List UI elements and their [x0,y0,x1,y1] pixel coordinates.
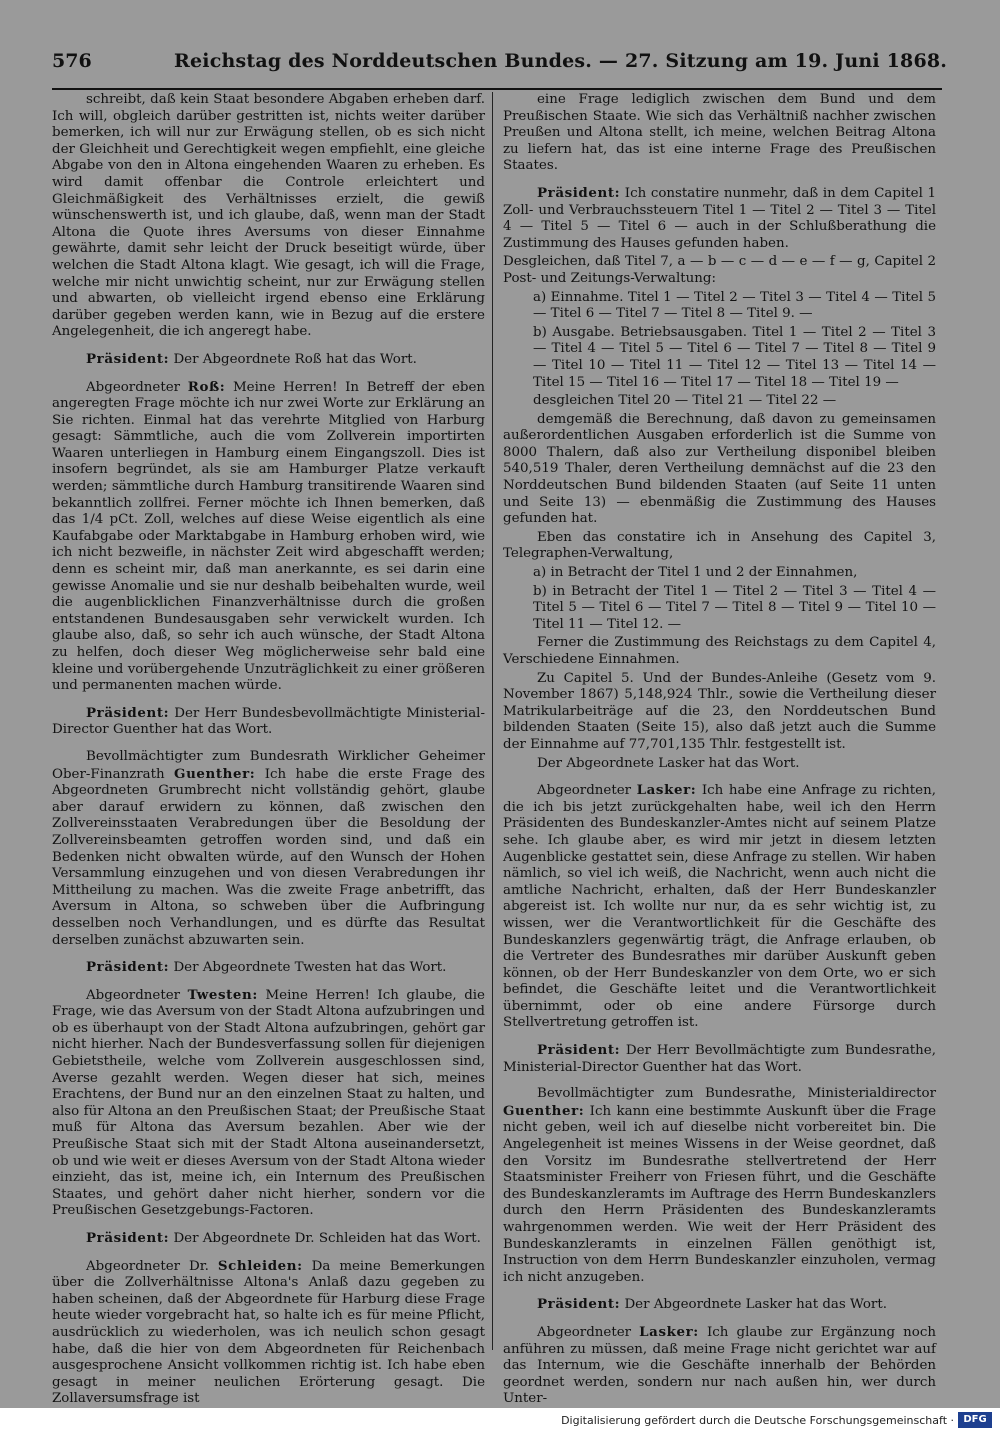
left-column [52,92,485,1407]
paragraph-text: Der Abgeordnete Lasker hat das Wort. [537,755,800,771]
speaker-name: Schleiden: [217,1257,303,1274]
paragraph [52,749,485,949]
paragraph-text: Meine Herren! In Betreff der eben angeregten Frage möchte ich nur zwei Worte zur Erklärung an Sie richten. Einmal hat das verehrte Mitglied von Harburg gesagt: Sämmtliche, auch die vom Zollverein importirten Waaren unterliegen in Hamburg einem Eingangszoll. Dies ist insofern begründet, als sie am Hamburger Platze verkauft werden; sämmtliche durch Hamburg transitirende Waaren sind bekanntlich zollfrei. Ferner möchte ich Ihnen bemerken, daß das 1/4 pCt. Zoll, welches auf diese Weise eigentlich als eine Kaufabgabe oder Marktabgabe in Hamburg erhoben wird, wie ich nicht bezweifle, in nächster Zeit wird abgeschafft werden; denn es scheint mir, daß man anerkannte, es sei darin eine gewisse Anomalie und sie nur deshalb beibehalten wurde, weil die augenblicklichen Finanzverhältnisse durch die großen entstandenen Bundesausgaben sehr verwickelt wurden. Ich glaube also, daß, so sehr ich auch wünsche, der Stadt Altona zu helfen, doch dieser Weg möglicherweise sehr bald eine kleine und vorübergehende Unzuträglichkeit zu einer größeren und permanenten machen würde. [52,379,485,694]
paragraph [503,393,936,410]
speaker-role: Abgeordneter [86,987,188,1003]
paragraph [503,1042,936,1076]
page-header [52,50,952,80]
paragraph [503,635,936,668]
paragraph-text: Ich habe eine Anfrage zu richten, die ich bis jetzt zurückgehalten habe, weil ich den Herrn Präsidenten des Bundeskanzler-Amtes nicht auf seinem Platze sehe. Ich glaube aber, es wird mir jetzt in diesem letzten Augenblicke gestattet sein, diese Anfrage zu stellen. Wir haben nämlich, so viel ich weiß, die Nachricht, wenn auch nicht die amtliche Nachricht, erhalten, daß der Herr Bundeskanzler abgereist ist. Ich wollte nur nur, da es sehr wichtig ist, zu wissen, wer die Verantwortlichkeit für die Geschäfte des Bundeskanzlers gegenwärtig trägt, die Anfrage erlauben, ob die Vertreter des Bundesrathes mir darüber Auskunft geben können, ob der Herr Bundeskanzler von dem Orte, wo er sich befindet, die Geschäfte leitet und die Verantwortlichkeit übernimmt, oder ob eine andere Fürsorge durch Stellvertretung getroffen ist. [503,783,936,1031]
paragraph-text: schreibt, daß kein Staat besondere Abgaben erheben darf. Ich will, obgleich darüber gestritten ist, nichts weiter darüber bemerken, ich will nur zur Erwägung stellen, ob es sich nicht der Gleichheit und Gerechtigkeit wegen empfiehlt, eine gleiche Abgabe von den in Altona eingehenden Waaren zu erheben. Es wird damit offenbar die Controle erleichtert und Gleichmäßigkeit des Verhältnisses erzielt, die gewiß wünschenswerth ist, und ich glaube, daß, wenn man der Stadt Altona die Quote ihres Aversums von dieser Einnahme gewährte, damit sehr leicht der Druck beseitigt würde, über welchen die Stadt Altona klagt. Wie gesagt, ich will die Frage, welche mir nicht unwichtig scheint, nur zur Erwägung stellen und abwarten, ob vielleicht irgend ebenso eine Erklärung darüber gegeben werden kann, wie in Bezug auf die erstere Angelegenheit, die ich angeregt habe. [52,92,485,340]
page-number: 576 [52,50,92,72]
paragraph-text: Ich habe die erste Frage des Abgeordneten Grumbrecht nicht vollständig gehört, glaube aber darauf erwidern zu können, daß zwischen den Zollvereinsstaaten Verabredungen über die Besoldung der Zollvereinsbeamten getroffen worden sind, und daß ein Bedenken nicht obwalten würde, auf den Wunsch der Hohen Versammlung einzugehen und von diesen Verabredungen ihr Mittheilung zu machen. Was die zweite Frage anbetrifft, das Aversum in Altona, so schweben über die Aufbringung desselben noch Verhandlungen, und es dürfte das Resultat derselben zunächst abzuwarten sein. [52,766,485,948]
paragraph-text: Ich constatire nunmehr, daß in dem Capitel 1 Zoll- und Verbrauchssteuern Titel 1 — Titel 2 — Titel 3 — Titel 4 — Titel 5 — Titel 6 — auch in der Schlußberathung die Zustimmung des Hauses gefunden haben. [503,185,936,251]
paragraph-text: Eben das constatire ich in Ansehung des Capitel 3, Telegraphen-Verwaltung, [503,529,936,562]
paragraph-text: Ich glaube zur Ergänzung noch anführen zu müssen, daß meine Frage nicht gerichtet war auf das Internum, wie die Geschäfte innerhalb der Behörden geordnet werden, sondern nur nach außen hin, wer durch Unter- [503,1324,936,1407]
paragraph-text: Zu Capitel 5. Und der Bundes-Anleihe (Gesetz vom 9. November 1867) 5,148,924 Thlr., sowie die Vertheilung dieser Matrikularbeiträge auf die 23, den Norddeutschen Bund bildenden Staaten (Seite 15), also daß jetzt auch die Summe der Einnahme auf 77,701,135 Thlr. festgestellt ist. [503,670,936,752]
speaker-role: Bevollmächtigter zum Bundesrathe, Ministerialdirector [537,1086,936,1102]
paragraph [52,959,485,977]
header-rule [52,88,942,90]
paragraph [503,1086,936,1286]
paragraph-text: Ich kann eine bestimmte Auskunft über die Frage nicht geben, weil ich auf dieselbe nicht vorbereitet bin. Die Angelegenheit ist meines Wissens in der Weise geordnet, daß den Vorsitz im Bundesrathe stellvertretend der Herr Staatsminister Freiherr von Friesen führt, und die Geschäfte des Bundeskanzleramts im Auftrage des Herrn Bundeskanzlers durch den Herrn Präsidenten des Bundeskanzleramts wahrgenommen werden. Wie weit der Herr Präsident des Bundeskanzleramts in einzelnen Fällen genöthigt ist, Instruction von dem Herrn Bundeskanzler einzuholen, vermag ich nicht anzugeben. [503,1103,936,1285]
paragraph [503,530,936,563]
paragraph-text: eine Frage lediglich zwischen dem Bund und dem Preußischen Staate. Wie sich das Verhältniß nachher zwischen Preußen und Altona stellt, ich meine, welchen Beitrag Altona zu liefern hat, das ist eine interne Frage des Preußischen Staates. [503,92,936,174]
paragraph [503,254,936,287]
paragraph [52,351,485,369]
paragraph [503,782,936,1032]
speaker-name: Präsident: [86,959,170,976]
speaker-name: Präsident: [537,184,621,201]
paragraph [52,92,485,341]
paragraph-text: demgemäß die Berechnung, daß davon zu gemeinsamen außerordentlichen Ausgaben erforderlich ist die Summe von 8000 Thalern, daß also zur Vertheilung disponibel bleiben 540,519 Thaler, deren Vertheilung demnächst auf die 23 den Norddeutschen Bund bildenden Staaten (auf Seite 11 unten und Seite 13) — ebenmäßig die Zustimmung des Hauses gefunden hat. [503,411,936,527]
paragraph [503,671,936,754]
paragraph-text: Der Abgeordnete Lasker hat das Wort. [620,1297,887,1313]
speaker-name: Roß: [187,378,226,395]
paragraph-text: a) in Betracht der Titel 1 und 2 der Einnahmen, [533,565,858,581]
speaker-name: Lasker: [636,782,697,799]
speaker-name: Präsident: [537,1042,621,1059]
speaker-role: Bevollmächtigter zum Bundesrath Wirklicher Geheimer Ober-Finanzrath [52,748,485,782]
paragraph [503,412,936,528]
speaker-name: Guenther: [503,1102,585,1119]
speaker-name: Präsident: [86,1230,170,1246]
paragraph [503,584,936,634]
footer-bar [0,1408,1000,1432]
paragraph [52,987,485,1220]
paragraph-text: Der Abgeordnete Roß hat das Wort. [169,351,417,367]
speaker-name: Präsident: [86,350,170,367]
paragraph [503,185,936,252]
paragraph-text: Der Abgeordnete Twesten hat das Wort. [169,960,447,976]
paragraph-text: Der Herr Bevollmächtigte zum Bundesrathe, Ministerial-Director Guenther hat das Wort. [503,1043,936,1075]
speaker-name: Präsident: [537,1296,621,1313]
speaker-role: Abgeordneter [537,1324,640,1340]
paragraph-text: Der Herr Bundesbevollmächtigte Ministerial-Director Guenther hat das Wort. [52,705,485,738]
paragraph-text: Der Abgeordnete Dr. Schleiden hat das Wort. [169,1231,481,1246]
paragraph-text: b) in Betracht der Titel 1 — Titel 2 — Titel 3 — Titel 4 — Titel 5 — Titel 6 — Titel 7 — Titel 8 — Titel 9 — Titel 10 — Titel 11 — Titel 12. — [533,583,936,632]
paragraph [503,92,936,175]
paragraph-text: a) Einnahme. Titel 1 — Titel 2 — Titel 3 — Titel 4 — Titel 5 — Titel 6 — Titel 7 — Titel 8 — Titel 9. — [533,289,936,322]
paragraph-text: Da meine Bemerkungen über die Zollverhältnisse Altona's Anlaß dazu gegeben zu haben scheinen, daß der Abgeordnete für Harburg diese Frage heute wieder vorgebracht hat, so halte ich es für meine Pflicht, ausdrücklich zu wiederholen, was ich neulich schon gesagt habe, daß die hier von dem Abgeordneten für Reichenbach ausgesprochene Ansicht vollkommen richtig ist. Ich habe eben gesagt in meiner neulichen Erörterung gesagt. Die Zollaversumsfrage ist [52,1258,485,1407]
speaker-name: Lasker: [639,1323,699,1340]
paragraph [503,290,936,323]
speaker-role: Abgeordneter [86,379,188,395]
speaker-name: Twesten: [187,986,258,1003]
footer-credit: Digitalisierung gefördert durch die Deutsche Forschungsgemeinschaft · [561,1414,954,1427]
paragraph [52,705,485,739]
paragraph [503,1296,936,1314]
paragraph-text: Desgleichen, daß Titel 7, a — b — c — d — e — f — g, Capitel 2 Post- und Zeitungs-Verwaltung: [503,254,936,286]
right-column [503,92,936,1407]
speaker-role: Abgeordneter Dr. [86,1258,218,1274]
running-title: Reichstag des Norddeutschen Bundes. — 27. Sitzung am 19. Juni 1868. [174,50,948,72]
speaker-name: Präsident: [86,704,170,721]
column-divider [492,92,493,1350]
paragraph [52,1230,485,1248]
paragraph-text: desgleichen Titel 20 — Titel 21 — Titel 22 — [533,393,837,409]
paragraph-text: b) Ausgabe. Betriebsausgaben. Titel 1 — Titel 2 — Titel 3 — Titel 4 — Titel 5 — Titel 6 — Titel 7 — Titel 8 — Titel 9 — Titel 10 — Titel 11 — Titel 12 — Titel 13 — Titel 14 — Titel 15 — Titel 16 — Titel 17 — Titel 18 — Titel 19 — [533,324,936,390]
paragraph-text: Ferner die Zustimmung des Reichstags zu dem Capitel 4, Verschiedene Einnahmen. [503,635,936,667]
paragraph-text: Meine Herren! Ich glaube, die Frage, wie das Aversum von der Stadt Altona aufzubringen und ob es überhaupt von der Stadt Altona aufzubringen, gehört gar nicht hierher. Nach der Bundesverfassung sollen für diejenigen Gebietstheile, welche vom Zollverein ausgeschlossen sind, Averse gezahlt werden. Wegen dieser hat sich, meines Erachtens, der Bund nur an den einzelnen Staat zu halten, und also für Altona an den Preußischen Staat; der Preußische Staat muß für Altona das Aversum bezahlen. Aber wie der Preußische Staat sich mit der Stadt Altona auseinandersetzt, ob und wie weit er dieses Aversum von der Stadt Altona wieder einzieht, das ist, meine ich, ein Internum des Preußischen Staates, und gehört daher nicht hierher, sondern vor die Preußischen Gesetzgebungs-Factoren. [52,987,485,1219]
paragraph [503,565,936,582]
speaker-name: Guenther: [174,765,256,782]
paragraph [52,379,485,695]
speaker-role: Abgeordneter [537,783,637,799]
dfg-logo: DFG [958,1412,992,1428]
paragraph [503,325,936,391]
paragraph [52,1258,485,1408]
paragraph [503,756,936,773]
paragraph [503,1324,936,1408]
